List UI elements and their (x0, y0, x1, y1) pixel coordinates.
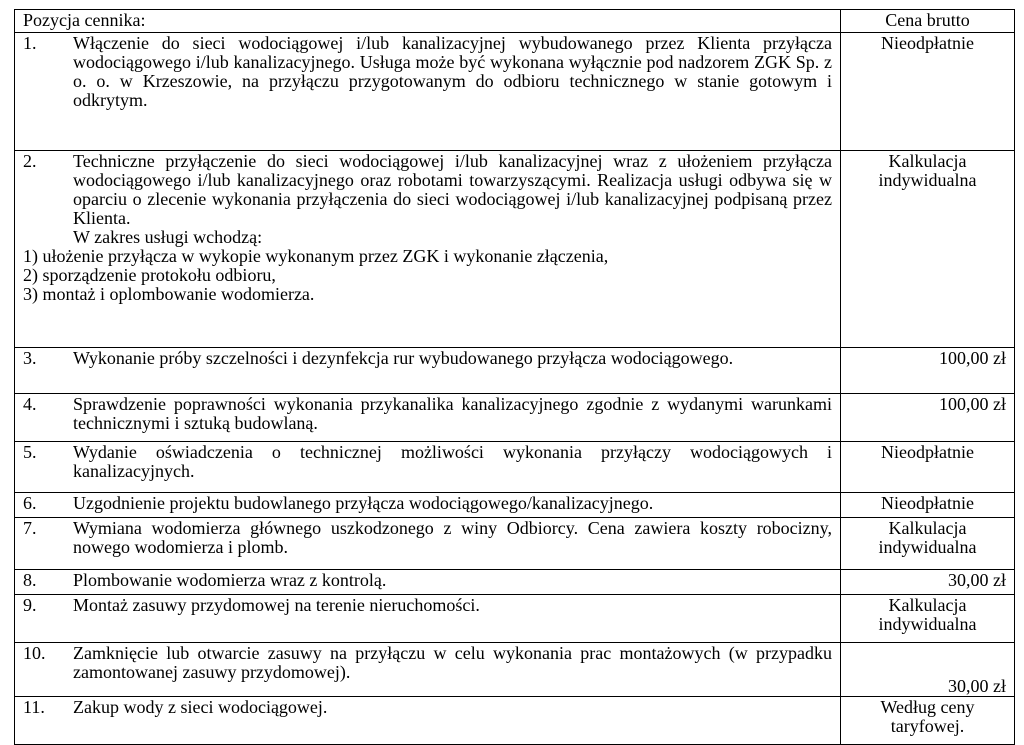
table-row (15, 570, 1015, 595)
price-cell: Według ceny taryfowej. (841, 697, 1015, 745)
scope-intro: W zakres usługi wchodzą: (73, 227, 263, 247)
description-cell (15, 348, 841, 394)
table-row (15, 697, 1015, 745)
item-description: Wydanie oświadczenia o technicznej możliwości wykonania przyłączy wodociągowych i kanalizacyjnych. (73, 442, 832, 481)
item-description: Zakup wody z sieci wodociągowej. (73, 697, 328, 717)
item-number: 6. (23, 493, 37, 513)
price-cell: Nieodpłatnie (841, 493, 1015, 518)
table-row (15, 151, 1015, 348)
description-cell (15, 394, 841, 442)
description-cell (15, 697, 841, 745)
item-description: Wymiana wodomierza głównego uszkodzonego z winy Odbiorcy. Cena zawiera koszty robocizny, nowego wodomierza i plomb. (73, 518, 832, 557)
item-number: 1. (23, 33, 37, 53)
table-row (15, 348, 1015, 394)
item-description: Montaż zasuwy przydomowej na terenie nieruchomości. (73, 595, 480, 615)
scope-item: 1) ułożenie przyłącza w wykopie wykonanym przez ZGK i wykonanie złączenia, (23, 246, 609, 266)
table-header-row (15, 10, 1015, 33)
header-price: Cena brutto (841, 10, 1015, 33)
description-cell (15, 595, 841, 643)
price-cell: 30,00 zł (841, 643, 1015, 697)
price-cell: Nieodpłatnie (841, 33, 1015, 151)
item-number: 10. (23, 643, 46, 663)
description-cell (15, 442, 841, 493)
item-description: Sprawdzenie poprawności wykonania przykanalika kanalizacyjnego zgodnie z wydanymi warunkami technicznymi i sztuką budowlaną. (73, 394, 832, 433)
item-number: 8. (23, 570, 37, 590)
scope-item: 3) montaż i oplombowanie wodomierza. (23, 284, 315, 304)
item-description: Włączenie do sieci wodociągowej i/lub kanalizacyjnej wybudowanego przez Klienta przyłącza wodociągowego i/lub kanalizacyjnego. Usługa może być wykonana wyłącznie pod nadzorem ZGK Sp. z o. o. w Krzeszowie, na przyłączu przygotowanym do odbioru technicznego w stanie gotowym i odkrytym. (73, 33, 832, 110)
table-row (15, 493, 1015, 518)
price-list-table (14, 9, 1015, 745)
header-position: Pozycja cennika: (15, 10, 841, 33)
price-cell: 100,00 zł (841, 394, 1015, 442)
price-cell: Kalkulacja indywidualna (841, 595, 1015, 643)
description-cell (15, 33, 841, 151)
scope-item: 2) sporządzenie protokołu odbioru, (23, 265, 276, 285)
price-cell: Kalkulacja indywidualna (841, 151, 1015, 348)
table-row (15, 518, 1015, 570)
table-row (15, 394, 1015, 442)
item-description: Zamknięcie lub otwarcie zasuwy na przyłączu w celu wykonania prac montażowych (w przypadku zamontowanej zasuwy przydomowej). (73, 643, 832, 682)
item-number: 4. (23, 394, 37, 414)
item-number: 7. (23, 518, 37, 538)
description-cell (15, 151, 841, 348)
item-description: Uzgodnienie projektu budowlanego przyłącza wodociągowego/kanalizacyjnego. (73, 493, 654, 513)
description-cell (15, 493, 841, 518)
price-cell: 100,00 zł (841, 348, 1015, 394)
description-cell (15, 518, 841, 570)
item-number: 3. (23, 348, 37, 368)
item-number: 2. (23, 151, 37, 171)
table-row (15, 595, 1015, 643)
table-row (15, 442, 1015, 493)
item-number: 11. (23, 697, 45, 717)
price-cell: Nieodpłatnie (841, 442, 1015, 493)
description-cell (15, 643, 841, 697)
item-number: 9. (23, 595, 37, 615)
price-cell: 30,00 zł (841, 570, 1015, 595)
price-cell: Kalkulacja indywidualna (841, 518, 1015, 570)
item-description: Wykonanie próby szczelności i dezynfekcja rur wybudowanego przyłącza wodociągowego. (73, 348, 734, 368)
table-row (15, 33, 1015, 151)
item-description: Techniczne przyłączenie do sieci wodociągowej i/lub kanalizacyjnej wraz z ułożeniem przyłącza wodociągowego i/lub kanalizacyjnego oraz robotami towarzyszącymi. Realizacja usługi odbywa się w oparciu o zlecenie wykonania przyłączenia do sieci wodociągowej i/lub kanalizacyjnej podpisaną przez Klienta. (73, 151, 832, 228)
description-cell (15, 570, 841, 595)
item-description: Plombowanie wodomierza wraz z kontrolą. (73, 570, 387, 590)
table-row (15, 643, 1015, 697)
item-number: 5. (23, 442, 37, 462)
